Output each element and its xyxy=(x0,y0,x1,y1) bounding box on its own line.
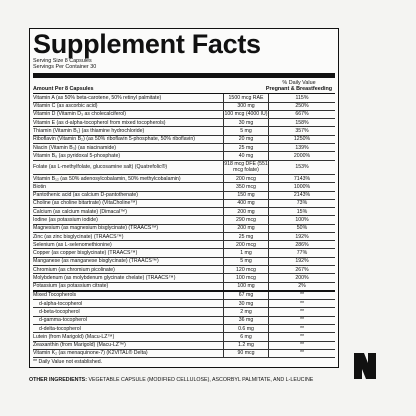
nutrient-amount: 0.6 mg xyxy=(224,325,269,333)
nutrient-daily-value: ** xyxy=(269,291,336,300)
nutrient-daily-value: 158% xyxy=(269,119,336,127)
nutrient-daily-value: 2143% xyxy=(269,191,336,199)
nutrient-amount: 150 mg xyxy=(224,191,269,199)
nutrient-daily-value: 357% xyxy=(269,127,336,135)
nutrient-row xyxy=(33,341,335,349)
nutrient-daily-value: 139% xyxy=(269,144,336,152)
nutrient-daily-value: ** xyxy=(269,325,336,333)
nutrient-name: Iodine (as potassium iodide) xyxy=(33,216,224,224)
nutrient-row xyxy=(33,110,335,118)
nutrient-amount: 200 mg xyxy=(224,224,269,232)
nutrient-daily-value: 250% xyxy=(269,102,336,110)
nutrient-row xyxy=(33,266,335,274)
nutrient-amount: 200 mcg xyxy=(224,241,269,249)
nutrient-amount: 100 mg xyxy=(224,282,269,291)
nutrient-row xyxy=(33,127,335,135)
nutrient-daily-value: 73% xyxy=(269,199,336,207)
nutrient-name: d-gamma-tocopherol xyxy=(33,316,224,324)
nutrient-name: Vitamin K₂ (as menaquinone-7) (K2VITAL® Delta) xyxy=(33,349,224,357)
nutrient-amount: 25 mg xyxy=(224,232,269,240)
dv-header-line1: % Daily Value xyxy=(282,79,316,86)
nutrient-name: Mixed Tocopherols xyxy=(33,291,224,300)
nutrient-row xyxy=(33,216,335,224)
nutrient-row xyxy=(33,144,335,152)
nutrient-daily-value: ** xyxy=(269,349,336,357)
nutrient-amount: 30 mg xyxy=(224,300,269,308)
nutrient-amount: 20 mg xyxy=(224,135,269,143)
nutrient-daily-value: 153% xyxy=(269,160,336,174)
nutrient-name: Lutein (from Marigold) (Macu-LZ™) xyxy=(33,333,224,341)
nutrient-row xyxy=(33,333,335,341)
nutrient-row xyxy=(33,291,335,300)
nutrient-daily-value: ** xyxy=(269,341,336,349)
nutrient-daily-value: 1250% xyxy=(269,135,336,143)
nutrient-row xyxy=(33,325,335,333)
nutrient-row xyxy=(33,224,335,232)
other-ingredients-label: OTHER INGREDIENTS: xyxy=(29,377,87,383)
nutrient-amount: 120 mcg xyxy=(224,266,269,274)
nutrient-amount: 1 mg xyxy=(224,249,269,257)
nutrient-amount: 100 mcg xyxy=(224,274,269,282)
nutrient-amount: 100 mcg (4000 IU) xyxy=(224,111,268,118)
nutrient-row xyxy=(33,282,335,291)
nutrient-name: Folate (as L-methylfolate, glucosamine salt) (Quatrefolic®) xyxy=(33,160,224,174)
nutrient-name: Chromium (as chromium picolinate) xyxy=(33,266,224,274)
nutrient-row xyxy=(33,274,335,282)
nutrient-amount: 200 mcg xyxy=(224,174,269,182)
nutrient-name: Vitamin D (Vitamin D₃ as cholecalciferol) xyxy=(33,110,224,118)
nutrient-amount: 25 mg xyxy=(224,144,269,152)
nutrient-name: Vitamin B₁₂ (as 50% adenosylcobalamin, 50% methylcobalamin) xyxy=(33,174,224,182)
nutrient-row xyxy=(33,300,335,308)
nutrient-daily-value: 192% xyxy=(269,232,336,240)
nutrient-name: Choline (as choline bitartrate) (VitaCholine™) xyxy=(33,199,224,207)
nutrient-daily-value: ** xyxy=(269,300,336,308)
nutrient-daily-value: ** xyxy=(269,316,336,324)
nutrient-name: Thiamin (Vitamin B₁) (as thiamine hydrochloride) xyxy=(33,127,224,135)
nutrient-row xyxy=(33,349,335,357)
nutrient-amount: 400 mg xyxy=(224,199,269,207)
nutrient-daily-value: 192% xyxy=(269,257,336,265)
nutrient-daily-value: 77% xyxy=(269,249,336,257)
nutrient-name: Vitamin A (as 50% beta-carotene, 50% retinyl palmitate) xyxy=(33,94,224,102)
nutrient-amount: 1500 mcg RAE xyxy=(224,94,269,102)
nutrient-name: Zinc (as zinc bisglycinate) (TRAACS™) xyxy=(33,232,224,240)
nutrient-row xyxy=(33,135,335,143)
nutrient-name: Potassium (as potassium citrate) xyxy=(33,282,224,291)
nutrient-amount: 30 mg xyxy=(224,119,269,127)
nutrient-amount: 90 mcg xyxy=(224,349,269,357)
nutrient-row xyxy=(33,308,335,316)
nutrient-row xyxy=(33,191,335,199)
nutrient-amount: 6 mg xyxy=(224,333,269,341)
other-ingredients-text: VEGETABLE CAPSULE (MODIFIED CELLULOSE), ASCORBYL PALMITATE, AND L-LEUCINE xyxy=(86,377,314,383)
nutrient-daily-value: 50% xyxy=(269,224,336,232)
nutrient-row xyxy=(33,174,335,182)
nutrient-row xyxy=(33,257,335,265)
nutrient-row xyxy=(33,232,335,240)
nutrient-daily-value: 115% xyxy=(269,94,336,102)
nutrient-row xyxy=(33,183,335,191)
nutrient-amount: 5 mg xyxy=(224,257,269,265)
nutrient-name: Selenium (as L-selenomethionine) xyxy=(33,241,224,249)
nutrient-amount: 36 mg xyxy=(224,316,269,324)
nutrient-row xyxy=(33,102,335,110)
amount-header: Amount Per 8 Capsules xyxy=(33,85,94,92)
nutrient-amount: 5 mg xyxy=(224,127,269,135)
nutrient-amount: 290 mcg xyxy=(224,216,269,224)
dv-header-line2: Pregnant & Breastfeeding xyxy=(265,85,333,92)
nutrient-daily-value: 200% xyxy=(269,274,336,282)
nutrient-daily-value: ** xyxy=(269,333,336,341)
nutrient-name: Biotin xyxy=(33,183,224,191)
nutrient-amount: 40 mg xyxy=(224,152,269,160)
nutrient-daily-value: 2000% xyxy=(269,152,336,160)
nutrient-name: Niacin (Vitamin B₃) (as niacinamide) xyxy=(33,144,224,152)
nutrient-row xyxy=(33,316,335,324)
nutrient-daily-value: 15% xyxy=(269,208,336,216)
nutrient-daily-value: 100% xyxy=(269,216,336,224)
nutrient-name: Pantothenic acid (as calcium D-pantothenate) xyxy=(33,191,224,199)
footnote: ** Daily Value not established. xyxy=(33,359,103,366)
servings-per-container: Servings Per Container 30 xyxy=(33,64,97,71)
nutrient-row xyxy=(33,199,335,207)
nutrient-daily-value: 667% xyxy=(269,110,336,118)
nutrient-name: Vitamin C (as ascorbic acid) xyxy=(33,102,224,110)
supplement-facts-panel xyxy=(29,28,339,368)
serving-size: Serving Size 8 Capsules xyxy=(33,58,92,64)
nutrient-name: Magnesium (as magnesium bisglycinate) (TRAACS™) xyxy=(33,224,224,232)
nutrient-amount: 918 mcg DFE (551 mcg folate) xyxy=(224,161,268,174)
nutrient-amount: 200 mg xyxy=(224,208,269,216)
nutrient-daily-value: 7143% xyxy=(269,174,336,182)
nutrient-name: Copper (as copper bisglycinate) (TRAACS™) xyxy=(33,249,224,257)
nutrient-row xyxy=(33,119,335,127)
nutrient-name: Vitamin E (as d-alpha-tocopherol from mixed tocopherols) xyxy=(33,119,224,127)
nutrient-name: Calcium (as calcium malate) (Dimacal™) xyxy=(33,208,224,216)
nutrient-name: Riboflavin (Vitamin B₂) (as 50% riboflavin 5-phosphate, 50% riboflavin) xyxy=(33,135,224,143)
nutrient-daily-value: 267% xyxy=(269,266,336,274)
nutrient-table xyxy=(33,94,335,358)
nutrient-amount: 350 mcg xyxy=(224,183,269,191)
daily-value-header xyxy=(263,80,335,92)
brand-logo-icon xyxy=(354,353,376,379)
nutrient-daily-value: 1000% xyxy=(269,183,336,191)
nutrient-amount: 1.2 mg xyxy=(224,341,269,349)
nutrient-daily-value: ** xyxy=(269,308,336,316)
nutrient-row xyxy=(33,152,335,160)
nutrient-name: d-delta-tocopherol xyxy=(33,325,224,333)
nutrient-row xyxy=(33,208,335,216)
nutrient-amount: 300 mg xyxy=(224,102,269,110)
nutrient-name: Zeaxanthin (from Marigold) (Macu-LZ™) xyxy=(33,341,224,349)
nutrient-name: d-beta-tocopherol xyxy=(33,308,224,316)
nutrient-daily-value: 2% xyxy=(269,282,336,291)
nutrient-name: Vitamin B₆ (as pyridoxal 5-phosphate) xyxy=(33,152,224,160)
other-ingredients xyxy=(29,377,313,383)
nutrient-row xyxy=(33,249,335,257)
nutrient-name: Manganese (as manganese bisglycinate) (TRAACS™) xyxy=(33,257,224,265)
nutrient-daily-value: 286% xyxy=(269,241,336,249)
nutrient-name: d-alpha-tocopherol xyxy=(33,300,224,308)
panel-title: Supplement Facts xyxy=(33,29,261,59)
nutrient-name: Molybdenum (as molybdenum glycinate chelate) (TRAACS™) xyxy=(33,274,224,282)
nutrient-row xyxy=(33,160,335,174)
nutrient-row xyxy=(33,241,335,249)
nutrient-row xyxy=(33,94,335,102)
nutrient-amount: 2 mg xyxy=(224,308,269,316)
column-header xyxy=(33,78,335,93)
nutrient-amount: 67 mg xyxy=(224,291,269,300)
